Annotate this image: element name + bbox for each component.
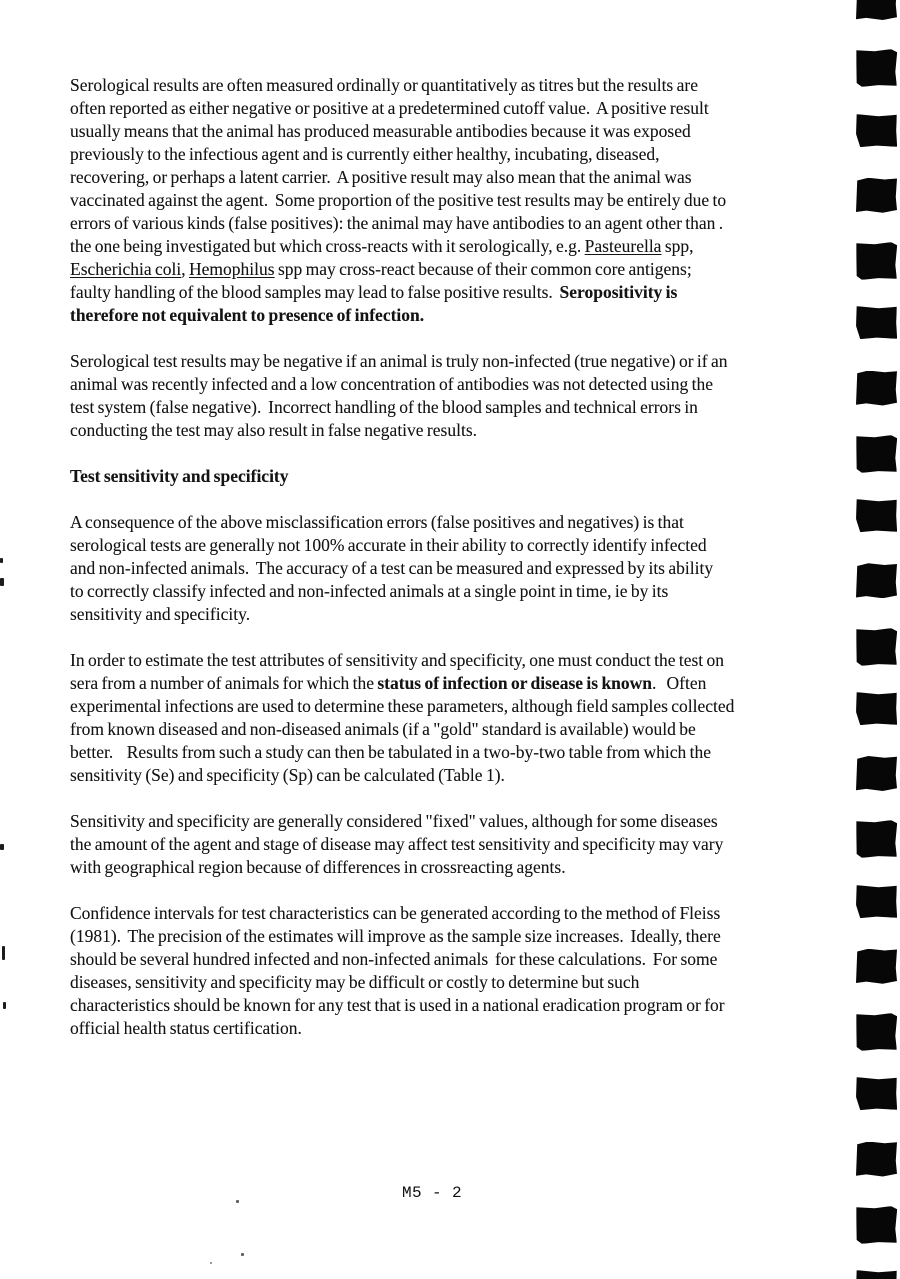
text-line (70, 281, 852, 304)
scan-speck (0, 558, 3, 563)
binding-hole-mark (856, 371, 897, 406)
text-run: vaccinated against the agent. Some proportion of the positive test results may be entirely due to (70, 190, 727, 210)
underlined-text-run: Escherichia coli (70, 259, 182, 279)
text-line (70, 718, 852, 741)
text-run: better. Results from such a study can then be tabulated in a two-by-two table from which the (70, 742, 711, 762)
text-run: (1981). The precision of the estimates will improve as the sample size increases. Ideally, there (70, 926, 721, 946)
scan-speck (3, 1002, 6, 1009)
text-line (70, 557, 852, 580)
binding-hole-mark (856, 949, 897, 984)
text-line (70, 74, 852, 97)
bold-text-run: Seropositivity is (559, 282, 678, 302)
heading-test-sensitivity-specificity (70, 465, 852, 488)
paragraph-false-negative (70, 350, 852, 442)
binding-hole-mark (856, 884, 897, 917)
text-line (70, 373, 852, 396)
text-run: sensitivity (Se) and specificity (Sp) can be calculated (Table 1). (70, 765, 505, 785)
binding-hole-mark (856, 1013, 897, 1051)
text-line (70, 833, 852, 856)
text-run: experimental infections are used to determine these parameters, although field samples collected (70, 696, 735, 716)
text-run: Serological test results may be negative if an animal is truly non-infected (true negative) or if an (70, 351, 728, 371)
text-run: faulty handling of the blood samples may lead to false positive results. (70, 282, 560, 302)
paragraph-confidence-intervals (70, 902, 852, 1040)
binding-hole-mark (856, 1270, 897, 1279)
binding-hole-mark (856, 756, 897, 791)
text-line (70, 212, 852, 235)
text-run: In order to estimate the test attributes of sensitivity and specificity, one must conduct the test on (70, 650, 725, 670)
binding-hole-mark (856, 627, 897, 665)
text-run: , (181, 259, 189, 279)
text-run: Serological results are often measured ordinally or quantitatively as titres but the results are (70, 75, 698, 95)
scan-speck (0, 578, 4, 586)
text-line (70, 925, 852, 948)
document-blocks (70, 74, 852, 1040)
binding-hole-mark (856, 49, 897, 87)
scan-speck (241, 1253, 244, 1256)
text-run: to correctly classify infected and non-infected animals at a single point in time, ie by its (70, 581, 669, 601)
text-line (70, 672, 852, 695)
scan-speck (210, 1262, 212, 1264)
bold-text-run: therefore not equivalent to presence of infection. (70, 305, 425, 325)
text-line (70, 97, 852, 120)
text-line (70, 971, 852, 994)
binding-hole-mark (856, 178, 897, 213)
text-line (70, 166, 852, 189)
text-line (70, 994, 852, 1017)
bold-text-run: Test sensitivity and specificity (70, 466, 289, 486)
underlined-text-run: Hemophilus (189, 259, 275, 279)
text-run: characteristics should be known for any test that is used in a national eradication program or for (70, 995, 725, 1015)
text-line (70, 1017, 852, 1040)
text-line (70, 695, 852, 718)
text-run: and non-infected animals. The accuracy of a test can be measured and expressed by its ability (70, 558, 714, 578)
text-line (70, 948, 852, 971)
text-line (70, 189, 852, 212)
binding-hole-mark (856, 1142, 897, 1177)
text-run: from known diseased and non-diseased animals (if a "gold" standard is available) would be (70, 719, 696, 739)
binding-hole-mark (856, 435, 897, 473)
binding-hole-mark (856, 692, 897, 725)
text-run: Confidence intervals for test characteristics can be generated according to the method of Fleiss (70, 903, 721, 923)
text-run: sera from a number of animals for which the (70, 673, 378, 693)
text-run: errors of various kinds (false positives): the animal may have antibodies to an agent other than . (70, 213, 724, 233)
text-run: serological tests are generally not 100% accurate in their ability to correctly identify infected (70, 535, 707, 555)
text-run: . Often (652, 673, 707, 693)
text-line (70, 764, 852, 787)
paragraph-fixed-values (70, 810, 852, 879)
text-line (70, 856, 852, 879)
text-line (70, 258, 852, 281)
text-run: the one being investigated but which cross-reacts with it serologically, e.g. (70, 236, 585, 256)
binding-hole-mark (856, 0, 897, 20)
text-line (70, 511, 852, 534)
binding-hole-mark (856, 820, 897, 858)
binding-hole-mark (856, 242, 897, 280)
paragraph-seropositivity (70, 74, 852, 327)
bold-text-run: status of infection or disease is known (377, 673, 653, 693)
text-run: diseases, sensitivity and specificity may be difficult or costly to determine but such (70, 972, 640, 992)
text-run: test system (false negative). Incorrect handling of the blood samples and technical errors in (70, 397, 698, 417)
text-run: with geographical region because of differences in crossreacting agents. (70, 857, 566, 877)
text-line (70, 419, 852, 442)
text-run: official health status certification. (70, 1018, 302, 1038)
text-run: conducting the test may also result in false negative results. (70, 420, 478, 440)
text-run: usually means that the animal has produced measurable antibodies because it was exposed (70, 121, 691, 141)
text-line (70, 396, 852, 419)
scan-speck (2, 946, 5, 960)
text-line (70, 810, 852, 833)
page-number: M5 - 2 (402, 1184, 463, 1202)
scan-speck (236, 1200, 239, 1203)
text-line (70, 304, 852, 327)
binding-hole-mark (856, 563, 897, 598)
text-run: A consequence of the above misclassification errors (false positives and negatives) is that (70, 512, 684, 532)
scan-speck (0, 844, 4, 850)
text-line (70, 741, 852, 764)
text-run: animal was recently infected and a low concentration of antibodies was not detected using the (70, 374, 713, 394)
binding-hole-mark (856, 113, 897, 146)
text-line (70, 603, 852, 626)
text-line (70, 649, 852, 672)
paragraph-estimating-se-sp (70, 649, 852, 787)
text-line (70, 235, 852, 258)
text-run: spp, (661, 236, 694, 256)
binding-hole-mark (856, 306, 897, 339)
binding-hole-mark (856, 1077, 897, 1110)
binding-hole-mark (856, 1206, 897, 1244)
text-line (70, 902, 852, 925)
text-run: Sensitivity and specificity are generally considered "fixed" values, although for some diseases (70, 811, 718, 831)
paragraph-misclassification (70, 511, 852, 626)
text-run: often reported as either negative or positive at a predetermined cutoff value. A positive result (70, 98, 709, 118)
binding-marks (840, 0, 900, 1279)
text-line (70, 143, 852, 166)
text-run: the amount of the agent and stage of disease may affect test sensitivity and specificity may vary (70, 834, 724, 854)
text-line (70, 465, 852, 488)
text-line (70, 350, 852, 373)
binding-hole-mark (856, 499, 897, 532)
text-run: sensitivity and specificity. (70, 604, 251, 624)
text-run: previously to the infectious agent and is currently either healthy, incubating, diseased, (70, 144, 660, 164)
text-line (70, 580, 852, 603)
text-line (70, 120, 852, 143)
underlined-text-run: Pasteurella (584, 236, 662, 256)
text-run: should be several hundred infected and non-infected animals for these calculations. For some (70, 949, 718, 969)
text-run: spp may cross-react because of their common core antigens; (274, 259, 692, 279)
text-run: recovering, or perhaps a latent carrier. A positive result may also mean that the animal was (70, 167, 692, 187)
text-line (70, 534, 852, 557)
